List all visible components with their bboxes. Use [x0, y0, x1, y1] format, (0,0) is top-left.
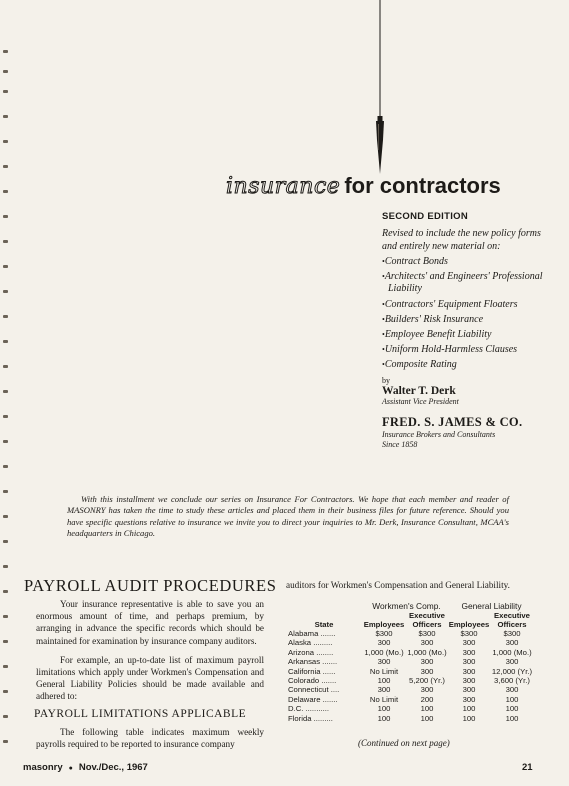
limit-cell: 300 [377, 638, 391, 648]
limit-cell: No Limit [369, 694, 399, 704]
limit-cell: 300 [462, 694, 476, 704]
firm-name: FRED. S. JAMES & CO. [382, 414, 523, 429]
table-row [286, 695, 534, 704]
bullet-icon: ● [68, 765, 73, 772]
limit-cell: 200 [420, 694, 434, 704]
table-row [286, 648, 534, 657]
limit-cell: 100 [420, 704, 434, 714]
state-cell: Florida ......... [288, 713, 333, 723]
state-cell: California ...... [288, 666, 336, 676]
state-cell: Alaska ......... [288, 638, 333, 648]
state-cell: Connecticut .... [288, 685, 340, 695]
limit-cell: 300 [377, 657, 391, 667]
topic-item: • Employee Benefit Liability [382, 329, 557, 341]
limit-cell: 300 [505, 638, 519, 648]
title-styled-word: insurance [226, 174, 341, 199]
limit-cell: 300 [420, 685, 434, 695]
table-row [286, 629, 534, 638]
topics-list [382, 256, 557, 372]
limit-cell: 300 [420, 666, 434, 676]
table-header-row [286, 611, 534, 629]
subsection-heading: PAYROLL LIMITATIONS APPLICABLE [34, 708, 247, 720]
table-row [286, 676, 534, 685]
limit-cell: 1,000 (Mo.) [492, 647, 532, 657]
limit-cell: 3,600 (Yr.) [494, 676, 530, 686]
state-cell: Alabama ....... [288, 629, 336, 638]
state-cell: Colorado ....... [288, 676, 337, 686]
title-rest: for contractors [344, 173, 501, 198]
limit-cell: 100 [377, 704, 391, 714]
table-body [286, 629, 534, 723]
table-row [286, 704, 534, 713]
state-cell: Arizona ........ [288, 647, 334, 657]
limit-cell: 300 [420, 657, 434, 667]
limit-cell: 300 [462, 666, 476, 676]
topic-item: • Contract Bonds [382, 256, 557, 268]
column-header: Executive Officers [494, 611, 530, 629]
limit-cell: 300 [462, 676, 476, 686]
payroll-table-grid [286, 611, 534, 723]
state-cell: Arkansas ....... [288, 657, 338, 667]
limit-cell: $300 [503, 629, 521, 638]
issue-date: Nov./Dec., 1967 [78, 762, 148, 773]
magazine-name: masonry [23, 762, 63, 773]
column-header: State [314, 620, 334, 629]
topic-item: • Builders' Risk Insurance [382, 314, 557, 326]
limit-cell: 100 [505, 694, 519, 704]
topic-item: • Contractors' Equipment Floaters [382, 299, 557, 311]
section-heading: PAYROLL AUDIT PROCEDURES [24, 576, 277, 595]
continued-note: (Continued on next page) [358, 738, 450, 748]
limit-cell: 12,000 (Yr.) [491, 666, 533, 676]
limit-cell: No Limit [369, 666, 399, 676]
state-cell: D.C. ........... [288, 704, 330, 714]
limit-cell: 300 [505, 685, 519, 695]
topic-item: • Composite Rating [382, 359, 557, 371]
sidebar-intro: Revised to include the new policy forms and entirely new material on: [382, 228, 541, 252]
limit-cell: 300 [462, 638, 476, 648]
table-group-headers [286, 601, 534, 611]
limit-cell: $300 [460, 629, 478, 638]
limit-cell: 100 [462, 713, 476, 723]
column-header: Employees [448, 620, 490, 629]
state-cell: Delaware ....... [288, 694, 338, 704]
binding-holes [0, 0, 16, 786]
limit-cell: $300 [418, 629, 436, 638]
paragraph: For example, an up-to-date list of maximum payroll limitations which apply under Workmen's Compensation and General Liability Policies should be made available and adhered to: [36, 654, 264, 702]
limit-cell: 300 [462, 657, 476, 667]
limit-cell: 5,200 (Yr.) [409, 676, 445, 686]
series-sidebar [382, 211, 557, 450]
limit-cell: 300 [420, 638, 434, 648]
limit-cell: 300 [462, 647, 476, 657]
edition-label: SECOND EDITION [382, 211, 469, 222]
paragraph: The following table indicates maximum weekly payrolls required to be reported to insurance company [36, 727, 264, 750]
limit-cell: $300 [375, 629, 393, 638]
table-row [286, 685, 534, 694]
firm-tagline: Insurance Brokers and Consultants [382, 429, 496, 439]
article-column-left [36, 598, 264, 710]
column-header: Employees [363, 620, 405, 629]
table-row [286, 657, 534, 666]
limit-cell: 100 [377, 676, 391, 686]
editor-note: With this installment we conclude our series on Insurance For Contractors. We hope that each member and reader of MASONRY has taken the time to study these articles and placed them in their business files for future reference. Should you have specific questions relative to insurance we invite you to direct your inquiries to Mr. Derk, Insurance Consultant, MCAA's headquarters in Chicago. [67, 494, 509, 539]
limit-cell: 300 [505, 657, 519, 667]
limit-cell: 1,000 (Mo.) [364, 647, 404, 657]
paragraph: auditors for Workmen's Compensation and General Liability. [286, 580, 510, 590]
table-row [286, 714, 534, 723]
article-column-left-bottom [36, 726, 264, 750]
table-row [286, 667, 534, 676]
plumb-bob-icon [372, 0, 388, 176]
group-header-workmens-comp: Workmen's Comp. [372, 601, 441, 611]
author-name: Walter T. Derk [382, 384, 456, 397]
author-title: Assistant Vice President [382, 396, 459, 406]
firm-since: Since 1858 [382, 439, 418, 449]
limit-cell: 100 [420, 713, 434, 723]
limit-cell: 100 [505, 713, 519, 723]
table-row [286, 638, 534, 647]
article-column-right [286, 580, 536, 592]
paragraph: Your insurance representative is able to save you an enormous amount of time, and perhaps premium, by arranging in advance the specific records which should be maintained for examination by insurance company auditors. [36, 599, 264, 646]
topic-item: • Architects' and Engineers' Professional Liability [382, 271, 557, 295]
limit-cell: 1,000 (Mo.) [407, 647, 447, 657]
column-header: Executive Officers [409, 611, 445, 629]
byline-by: by [382, 375, 390, 385]
limit-cell: 300 [377, 685, 391, 695]
limit-cell: 100 [462, 704, 476, 714]
limit-cell: 100 [505, 704, 519, 714]
limit-cell: 100 [377, 713, 391, 723]
page-footer [23, 762, 148, 773]
limit-cell: 300 [462, 685, 476, 695]
article-title [226, 173, 501, 199]
payroll-limits-table [286, 601, 534, 723]
group-header-general-liability: General Liability [461, 601, 522, 611]
topic-item: • Uniform Hold-Harmless Clauses [382, 344, 557, 356]
page-number: 21 [522, 762, 533, 773]
